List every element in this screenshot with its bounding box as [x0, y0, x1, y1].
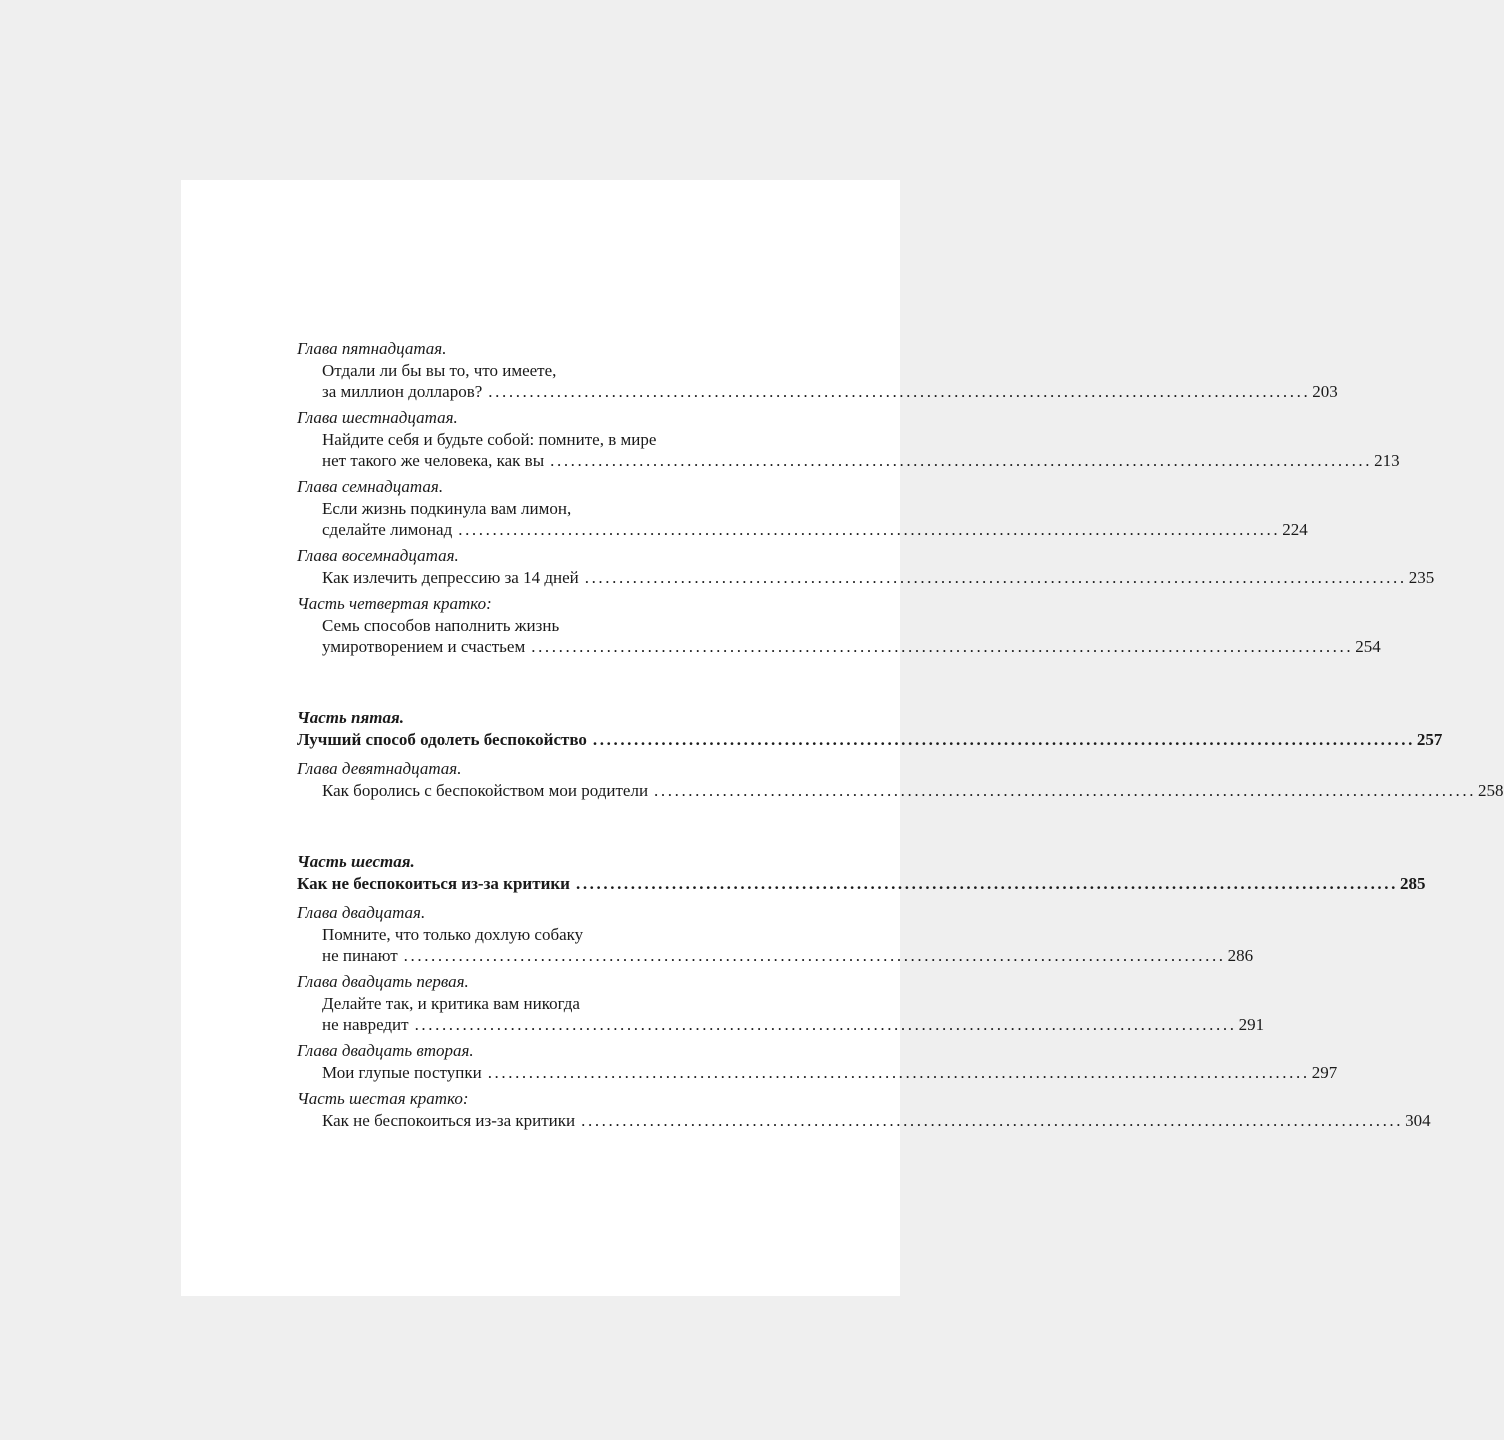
chapter-title-text: Как боролись с беспокойством мои родители [322, 781, 649, 800]
chapter-caption: Глава пятнадцатая. [297, 339, 447, 358]
dot-leader: ........................................................................................................................ [575, 874, 1398, 893]
toc-entry-chapter-20 [297, 902, 1254, 966]
chapter-caption: Глава восемнадцатая. [297, 546, 459, 565]
dot-leader: ........................................................................................................................ [487, 1063, 1310, 1082]
chapter-title-last-line [297, 381, 1338, 402]
book-page [181, 180, 1504, 1296]
chapter-title-last-line [297, 567, 1435, 588]
chapter-title-last-line [297, 1014, 1265, 1035]
chapter-title-last-line [297, 945, 1254, 966]
toc-entry-chapter-16 [297, 407, 1400, 471]
chapter-title-last-line [297, 636, 1381, 657]
part-title-line [297, 873, 1426, 894]
page-number: 297 [1311, 1063, 1338, 1082]
toc-entry-chapter-19 [297, 758, 1504, 801]
chapter-title-line: Найдите себя и будьте собой: помните, в мире [322, 430, 657, 449]
page-number: 286 [1227, 946, 1254, 965]
chapter-title-last-line [297, 1062, 1338, 1083]
toc-entry-part6-summary [297, 1088, 1431, 1131]
page-number: 258 [1478, 781, 1504, 800]
chapter-caption: Глава семнадцатая. [297, 477, 444, 496]
dot-leader: ........................................................................................................................ [458, 520, 1281, 539]
page-number: 304 [1405, 1111, 1431, 1130]
dot-leader: ........................................................................................................................ [403, 946, 1226, 965]
toc-entry-chapter-21 [297, 971, 1265, 1035]
chapter-caption: Глава двадцатая. [297, 903, 426, 922]
page-number: 213 [1374, 451, 1400, 470]
chapter-caption: Глава шестнадцатая. [297, 408, 458, 427]
page-number: 235 [1408, 568, 1435, 587]
toc-entry-chapter-15 [297, 338, 1338, 402]
dot-leader: ........................................................................................................................ [531, 637, 1354, 656]
page-number: 203 [1312, 382, 1338, 401]
toc-entry-chapter-22 [297, 1040, 1338, 1083]
dot-leader: ........................................................................................................................ [581, 1111, 1404, 1130]
page-number: 224 [1282, 520, 1308, 539]
chapter-caption: Часть шестая кратко: [297, 1089, 469, 1108]
chapter-title-text: сделайте лимонад [322, 520, 453, 539]
chapter-title-line: Делайте так, и критика вам никогда [322, 994, 580, 1013]
dot-leader: ........................................................................................................................ [550, 451, 1373, 470]
chapter-title-text: не пинают [322, 946, 398, 965]
chapter-caption: Глава двадцать первая. [297, 972, 469, 991]
page-number: 291 [1238, 1015, 1265, 1034]
chapter-caption: Часть четвертая кратко: [297, 594, 492, 613]
part-caption: Часть пятая. [297, 708, 404, 727]
toc-part-6 [297, 851, 1431, 1131]
dot-leader: ........................................................................................................................ [488, 382, 1311, 401]
chapter-title-last-line [297, 450, 1400, 471]
toc-entry-chapter-18 [297, 545, 1435, 588]
chapter-title-line: Если жизнь подкинула вам лимон, [322, 499, 572, 518]
chapter-title-last-line [297, 780, 1504, 801]
chapter-title-text: за миллион долларов? [322, 382, 483, 401]
toc-part-5 [297, 707, 1504, 801]
chapter-title-text: Как не беспокоиться из-за критики [322, 1111, 576, 1130]
chapter-title-text: умиротворением и счастьем [322, 637, 526, 656]
part-title-line [297, 729, 1443, 750]
part-caption: Часть шестая. [297, 852, 415, 871]
toc-entry-chapter-17 [297, 476, 1308, 540]
table-of-contents [297, 338, 1504, 1136]
dot-leader: ........................................................................................................................ [414, 1015, 1237, 1034]
part-title-text: Лучший способ одолеть беспокойство [297, 730, 587, 749]
toc-entry-part4-summary [297, 593, 1381, 657]
chapter-title-last-line [297, 1110, 1431, 1131]
dot-leader: ........................................................................................................................ [592, 730, 1415, 749]
chapter-caption: Глава двадцать вторая. [297, 1041, 474, 1060]
chapter-title-text: Мои глупые поступки [322, 1063, 482, 1082]
chapter-title-line: Отдали ли бы вы то, что имеете, [322, 361, 557, 380]
chapter-title-last-line [297, 519, 1308, 540]
dot-leader: ........................................................................................................................ [584, 568, 1407, 587]
chapter-caption: Глава девятнадцатая. [297, 759, 462, 778]
chapter-title-text: Как излечить депрессию за 14 дней [322, 568, 579, 587]
page-number: 257 [1416, 730, 1443, 749]
dot-leader: ........................................................................................................................ [654, 781, 1477, 800]
chapter-title-text: не навредит [322, 1015, 409, 1034]
page-number: 285 [1399, 874, 1426, 893]
part-title-text: Как не беспокоиться из-за критики [297, 874, 570, 893]
chapter-title-text: нет такого же человека, как вы [322, 451, 545, 470]
chapter-title-line: Помните, что только дохлую собаку [322, 925, 584, 944]
chapter-title-line: Семь способов наполнить жизнь [322, 616, 560, 635]
page-number: 254 [1355, 637, 1381, 656]
